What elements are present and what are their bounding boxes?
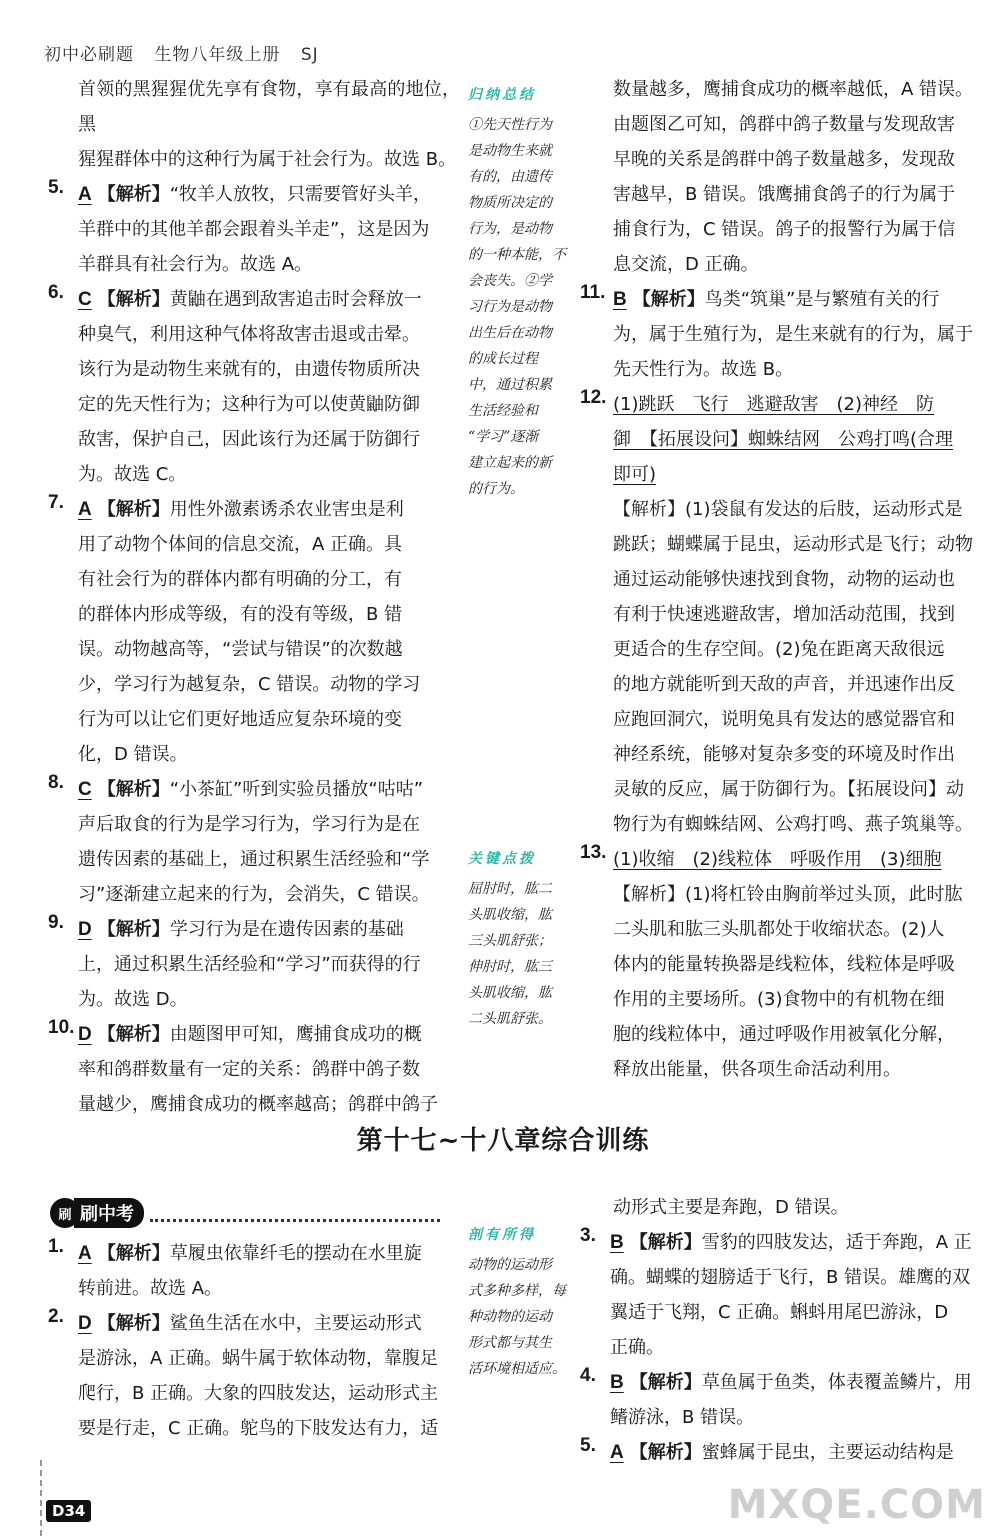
- page-header: [44, 40, 333, 65]
- text-line: 【解析】(1)将杠铃由胸前举过头顶，此时肱: [613, 884, 963, 905]
- question-number: 12.: [580, 387, 607, 408]
- text-line: 数量越多，鹰捕食成功的概率越低，A 错误。: [613, 79, 974, 100]
- text-line: 要是行走，C 正确。鸵鸟的下肢发达有力，适: [78, 1418, 439, 1439]
- question-5b: [580, 1435, 990, 1470]
- analysis-tag: 【解析】: [629, 1372, 702, 1393]
- text-line: 行为可以让它们更好地适应复杂环境的变: [78, 709, 402, 730]
- question-number: 1.: [48, 1236, 64, 1257]
- text-line: 少，学习行为越复杂，C 错误。动物的学习: [78, 674, 421, 695]
- text-line: 黄鼬在遇到敌害追击时会释放一: [169, 289, 422, 310]
- text-line: 的地方就能听到天敌的声音，并迅速作出反: [613, 674, 955, 695]
- text-line: 神经系统，能够对复杂多变的环境及时作出: [613, 744, 955, 765]
- text-line: 由题图乙可知，鸽群中鸽子数量与发现敌害: [613, 114, 955, 135]
- text-line: 胞的线粒体中，通过呼吸作用被氧化分解，: [613, 1024, 955, 1045]
- text-line: 量越少，鹰捕食成功的概率越高；鸽群中鸽子: [78, 1094, 438, 1115]
- answer-letter: D: [78, 1024, 92, 1045]
- exam-badge: [50, 1198, 440, 1228]
- question-7: [48, 492, 460, 772]
- text-line: 作用的主要场所。(3)食物中的有机物在细: [613, 989, 945, 1010]
- note-line: 三头肌舒张；: [468, 933, 552, 949]
- note-line: 生活经验和: [468, 403, 538, 419]
- question-number: 10.: [48, 1017, 75, 1038]
- note-line: 会丧失。②学: [468, 273, 552, 289]
- note-title: 剖有所得: [468, 1227, 536, 1243]
- analysis-tag: 【解析】: [97, 1243, 170, 1264]
- text-line: 羊群中的其他羊都会跟着头羊走”，这是因为: [78, 219, 430, 240]
- text-line: 体内的能量转换器是线粒体，线粒体是呼吸: [613, 954, 955, 975]
- text-line: 物行为有蜘蛛结网、公鸡打鸣、燕子筑巢等。: [613, 814, 973, 835]
- question-5: [48, 177, 460, 282]
- note-line: ①先天性行为: [468, 117, 552, 133]
- margin-dash-line: [40, 1460, 44, 1536]
- text-line: 敌害，保护自己，因此该行为还属于防御行: [78, 429, 420, 450]
- text-line: 有社会行为的群体内都有明确的分工，有: [78, 569, 402, 590]
- text-line: 率和鸽群数量有一定的关系：鸽群中鸽子数: [78, 1059, 420, 1080]
- text-line: 猩猩群体中的这种行为属于社会行为。故选 B。: [78, 149, 457, 170]
- note-line: 种动物的运动: [468, 1309, 552, 1325]
- question-number: 3.: [580, 1225, 596, 1246]
- text-line: 该行为是动物生来就有的，由遗传物质所决: [78, 359, 420, 380]
- bottom-right-column: [580, 1190, 990, 1470]
- question-number: 4.: [580, 1365, 596, 1386]
- note-line: 头肌收缩，肱: [468, 907, 552, 923]
- question-number: 9.: [48, 912, 64, 933]
- note-line: 的一种本能，不: [468, 247, 566, 263]
- badge-label: 刷中考: [74, 1198, 144, 1228]
- section-title: 第十七~十八章综合训练: [356, 1126, 650, 1156]
- text-line: 声后取食的行为是学习行为，学习行为是在: [78, 814, 420, 835]
- analysis-tag: 【解析】: [97, 289, 170, 310]
- key-point-note: [468, 846, 576, 1032]
- question-number: 2.: [48, 1306, 64, 1327]
- answer-letter: A: [78, 1243, 92, 1264]
- continued-text: [580, 72, 990, 282]
- question-number: 5.: [580, 1435, 596, 1456]
- text-line: 上，通过积累生活经验和“学习”而获得的行: [78, 954, 421, 975]
- text-line: 种臭气，利用这种气体将敌害击退或击晕。: [78, 324, 420, 345]
- question-number: 6.: [48, 282, 64, 303]
- question-number: 7.: [48, 492, 64, 513]
- analysis-tag: 【解析】: [629, 1232, 702, 1253]
- text-line: 是游泳，A 正确。蜗牛属于软体动物，靠腹足: [78, 1348, 439, 1369]
- note-line: 形式都与其生: [468, 1335, 552, 1351]
- analysis-tag: 【解析】: [97, 499, 170, 520]
- text-line: 由题图甲可知，鹰捕食成功的概: [169, 1024, 422, 1045]
- note-title: 归纳总结: [468, 87, 536, 103]
- note-line: 的成长过程: [468, 351, 538, 367]
- subject-title: 生物八年级上册: [154, 45, 281, 65]
- answer-line: 即可): [613, 464, 657, 485]
- question-number: 8.: [48, 772, 64, 793]
- text-line: 蜜蜂属于昆虫，主要运动结构是: [701, 1442, 954, 1463]
- answer-letter: A: [610, 1442, 624, 1463]
- note-line: 中，通过积累: [468, 377, 552, 393]
- bottom-left-column: [48, 1236, 460, 1446]
- note-line: 的行为。: [468, 481, 524, 497]
- answer-letter: B: [610, 1372, 624, 1393]
- text-line: “牧羊人放牧，只需要管好头羊，: [169, 184, 432, 205]
- note-line: 是动物生来就: [468, 143, 552, 159]
- note-title: 关键点拨: [468, 851, 536, 867]
- left-column: [48, 72, 460, 1122]
- text-line: 正确。: [610, 1337, 664, 1358]
- text-line: 捕食行为，C 错误。鸽子的报警行为属于信: [613, 219, 956, 240]
- note-line: 屈肘时，肱二: [468, 881, 552, 897]
- answer-letter: B: [610, 1232, 624, 1253]
- text-line: 早晚的关系是鸽群中鸽子数量越多，发现敌: [613, 149, 955, 170]
- text-line: 更适合的生存空间。(2)兔在距离天敌很远: [613, 639, 945, 660]
- text-line: 化，D 错误。: [78, 744, 188, 765]
- analysis-tag: 【解析】: [97, 779, 170, 800]
- text-line: 翼适于飞翔，C 正确。蝌蚪用尾巴游泳，D: [610, 1302, 949, 1323]
- text-line: 习”逐渐建立起来的行为，会消失，C 错误。: [78, 884, 430, 905]
- question-number: 11.: [580, 282, 606, 303]
- text-line: 首领的黑猩猩优先享有食物，享有最高的地位，黑: [78, 79, 460, 135]
- right-column: [580, 72, 990, 1087]
- answer-letter: A: [78, 499, 92, 520]
- answer-line: (1)收缩 (2)线粒体 呼吸作用 (3)细胞: [613, 849, 942, 870]
- analysis-tag: 【解析】: [629, 1442, 702, 1463]
- question-13: [580, 842, 990, 1087]
- text-line: 误。动物越高等，“尝试与错误”的次数越: [78, 639, 403, 660]
- note-line: 有的，由遗传: [468, 169, 552, 185]
- text-line: 二头肌和肱三头肌都处于收缩状态。(2)人: [613, 919, 945, 940]
- intro-text: [48, 72, 460, 177]
- analysis-tag: 【解析】: [97, 919, 170, 940]
- answer-letter: C: [78, 289, 92, 310]
- text-line: 通过运动能够快速找到食物，动物的运动也: [613, 569, 955, 590]
- text-line: 遗传因素的基础上，通过积累生活经验和“学: [78, 849, 430, 870]
- text-line: 定的先天性行为；这种行为可以使黄鼬防御: [78, 394, 420, 415]
- note-line: 式多种多样，每: [468, 1283, 566, 1299]
- text-line: 【解析】(1)袋鼠有发达的后肢，运动形式是: [613, 499, 963, 520]
- question-4: [580, 1365, 990, 1435]
- note-line: “学习”逐渐: [468, 429, 539, 445]
- question-11: [580, 282, 990, 387]
- book-title: 初中必刷题: [44, 45, 134, 65]
- note-line: 动物的运动形: [468, 1257, 552, 1273]
- note-line: 活环境相适应。: [468, 1361, 566, 1377]
- text-line: 为，属于生殖行为，是生来就有的行为，属于: [613, 324, 973, 345]
- text-line: 的群体内形成等级，有的没有等级，B 错: [78, 604, 403, 625]
- edition-label: SJ: [300, 45, 319, 65]
- note-line: 二头肌舒张。: [468, 1011, 552, 1027]
- note-line: 建立起来的新: [468, 455, 552, 471]
- text-line: 用性外激素诱杀农业害虫是利: [169, 499, 404, 520]
- note-line: 行为，是动物: [468, 221, 552, 237]
- text-line: 应跑回洞穴，说明兔具有发达的感觉器官和: [613, 709, 955, 730]
- question-number: 13.: [580, 842, 607, 863]
- text-line: 跳跃；蝴蝶属于昆虫，运动形式是飞行；动物: [613, 534, 973, 555]
- answer-letter: D: [78, 919, 92, 940]
- text-line: 草鱼属于鱼类，体表覆盖鳞片，用: [701, 1372, 972, 1393]
- dotted-divider: [150, 1205, 440, 1222]
- text-line: 鸟类“筑巢”是与繁殖有关的行: [704, 289, 940, 310]
- text-line: 害越早，B 错误。饿鹰捕食鸽子的行为属于: [613, 184, 956, 205]
- text-line: 爬行，B 正确。大象的四肢发达，运动形式主: [78, 1383, 439, 1404]
- insight-note: [468, 1222, 576, 1382]
- text-line: 鳍游泳，B 错误。: [610, 1407, 755, 1428]
- answer-line: (1)跳跃 飞行 逃避敌害 (2)神经 防: [613, 394, 934, 415]
- answer-letter: D: [78, 1313, 92, 1334]
- text-line: 鲨鱼生活在水中，主要运动形式: [169, 1313, 422, 1334]
- note-line: 伸肘时，肱三: [468, 959, 552, 975]
- text-line: 动形式主要是奔跑，D 错误。: [613, 1197, 849, 1218]
- text-line: 用了动物个体间的信息交流，A 正确。具: [78, 534, 403, 555]
- note-line: 物质所决定的: [468, 195, 552, 211]
- brush-icon: 刷: [50, 1198, 80, 1228]
- question-1: [48, 1236, 460, 1306]
- question-6: [48, 282, 460, 492]
- text-line: 转前进。故选 A。: [78, 1278, 223, 1299]
- question-10: [48, 1017, 460, 1122]
- watermark: MXQE.COM: [727, 1482, 986, 1528]
- note-line: 习行为是动物: [468, 299, 552, 315]
- text-line: 为。故选 C。: [78, 464, 187, 485]
- text-line: 草履虫依靠纤毛的摆动在水里旋: [169, 1243, 422, 1264]
- text-line: 灵敏的反应，属于防御行为。【拓展设问】动: [613, 779, 964, 800]
- analysis-tag: 【解析】: [97, 1024, 170, 1045]
- question-number: 5.: [48, 177, 64, 198]
- text-line: 羊群具有社会行为。故选 A。: [78, 254, 313, 275]
- text-line: 释放出能量，供各项生命活动利用。: [613, 1059, 901, 1080]
- text-line: 确。蝴蝶的翅膀适于飞行，B 错误。雄鹰的双: [610, 1267, 971, 1288]
- answer-line: 御 【拓展设问】蜘蛛结网 公鸡打鸣(合理: [613, 429, 954, 450]
- question-9: [48, 912, 460, 1017]
- text-line: 为。故选 D。: [78, 989, 188, 1010]
- analysis-tag: 【解析】: [632, 289, 705, 310]
- note-line: 出生后在动物: [468, 325, 552, 341]
- question-3: [580, 1225, 990, 1365]
- answer-letter: C: [78, 779, 92, 800]
- note-line: 头肌收缩，肱: [468, 985, 552, 1001]
- question-8: [48, 772, 460, 912]
- question-2: [48, 1306, 460, 1446]
- analysis-tag: 【解析】: [97, 1313, 170, 1334]
- question-12: [580, 387, 990, 842]
- page-number: D34: [46, 1500, 91, 1522]
- analysis-tag: 【解析】: [97, 184, 170, 205]
- summary-note: [468, 82, 576, 502]
- text-line: 雪豹的四肢发达，适于奔跑，A 正: [701, 1232, 972, 1253]
- answer-letter: B: [613, 289, 627, 310]
- text-line: 学习行为是在遗传因素的基础: [169, 919, 404, 940]
- text-line: 有利于快速逃避敌害，增加活动范围，找到: [613, 604, 955, 625]
- text-line: 先天性行为。故选 B。: [613, 359, 794, 380]
- text-line: “小茶缸”听到实验员播放“咕咕”: [169, 779, 424, 800]
- text-line: 息交流，D 正确。: [613, 254, 759, 275]
- answer-letter: A: [78, 184, 92, 205]
